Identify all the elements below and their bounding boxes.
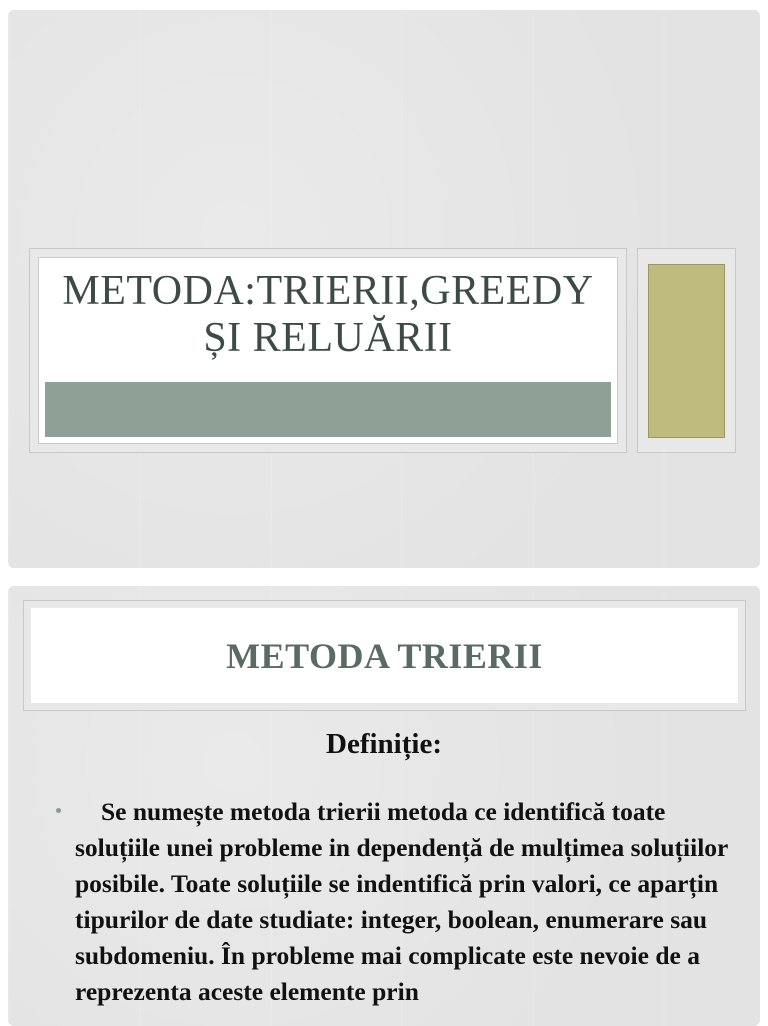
heading-box bbox=[31, 608, 738, 703]
title-box bbox=[38, 257, 618, 444]
content-slide bbox=[8, 586, 760, 1026]
title-frame bbox=[29, 248, 627, 453]
title-line-1: METODA:TRIERII,GREEDY bbox=[62, 268, 594, 314]
accent-frame bbox=[637, 248, 736, 453]
bullet-dot-icon bbox=[56, 808, 61, 813]
title-line-2: ȘI RELUĂRII bbox=[203, 315, 453, 361]
definition-heading: Definiție: bbox=[326, 728, 442, 760]
heading-frame bbox=[23, 600, 746, 711]
slide-heading: METODA TRIERII bbox=[226, 635, 543, 676]
accent-block bbox=[648, 264, 725, 438]
title-color-band bbox=[45, 382, 611, 437]
slide-title bbox=[45, 268, 611, 362]
definition-paragraph: Se numește metoda trierii metoda ce identifică toate soluțiile unei probleme in dependență de mulțimea soluțiilor posibile. Toate soluțiile se indentifică prin valori, ce aparțin tipurilor de date studiate: integer, boolean, enumerare sau subdomeniu. În probleme mai complicate este nevoie de a reprezenta aceste elemente prin bbox=[75, 797, 728, 1006]
title-slide bbox=[8, 10, 760, 568]
